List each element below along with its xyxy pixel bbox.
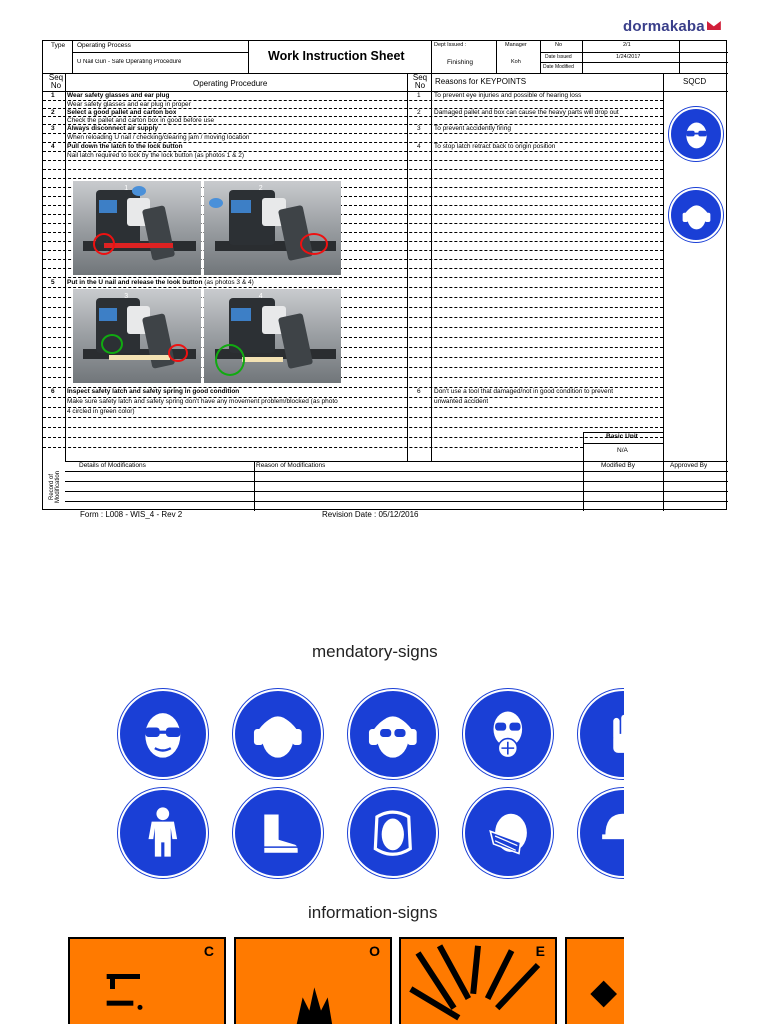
reason-1-no: 1 xyxy=(417,92,421,99)
right-margin-mask-2 xyxy=(624,930,768,1024)
manager-label: Manager xyxy=(505,42,527,48)
photo-1-number: 1 xyxy=(124,184,129,192)
safety-glasses-icon xyxy=(131,702,195,766)
procedure-header: Operating Procedure xyxy=(193,79,268,88)
basic-unit-value: N/A xyxy=(617,447,628,454)
photo-1 xyxy=(73,181,201,275)
reasons-header: Reasons for KEYPOINTS xyxy=(435,77,527,86)
dept-label: Dept Issued : xyxy=(434,42,467,48)
respirator-icon xyxy=(476,702,540,766)
ear-protection-icon xyxy=(678,197,715,234)
sign-respirator xyxy=(463,689,553,779)
reason-seq-header: Seq No xyxy=(412,74,428,90)
sign-safety-glasses xyxy=(118,689,208,779)
sqcd-ear-protection-sign xyxy=(669,188,723,242)
step-3-detail: When reloading U nail / checking/clearing jam / moving location xyxy=(67,134,250,141)
photo-4-number: 4 xyxy=(258,292,263,300)
manager-value: Koh xyxy=(511,59,521,65)
step-2-detail: Check the pallet and carton box in good before use xyxy=(67,117,215,124)
mod-record-label: Record of Modification xyxy=(49,470,62,504)
seq-header: Seq No xyxy=(48,74,64,90)
reason-3-no: 3 xyxy=(417,125,421,132)
sign-explosive xyxy=(399,937,557,1024)
explosive-letter: E xyxy=(535,943,545,959)
sheet-subtitle: U Nail Gun - Safe Operating Procedure xyxy=(77,59,182,65)
approved-by-header: Approved By xyxy=(670,462,708,469)
type-label: Type xyxy=(51,42,66,49)
step-4-no: 4 xyxy=(51,143,55,150)
sign-corrosive xyxy=(68,937,226,1024)
sqcd-safety-glasses-sign xyxy=(669,107,723,161)
sign-face-shield xyxy=(348,788,438,878)
sign-glasses-and-ear-protection xyxy=(348,689,438,779)
brand-logo: dormakaba xyxy=(623,18,721,35)
type-value: Operating Process xyxy=(77,42,131,49)
date-issued-label: Date Issued xyxy=(545,54,572,60)
reason-3-text: To prevent accidently firing xyxy=(434,125,511,132)
corrosive-letter: C xyxy=(203,943,214,959)
explosive-icon xyxy=(403,941,553,1024)
sign-protective-clothing xyxy=(118,788,208,878)
corrosive-icon xyxy=(90,959,190,1024)
step-5-title-line xyxy=(67,279,254,286)
revision-label: Revision Date : 05/12/2016 xyxy=(322,510,419,519)
mask-icon xyxy=(476,801,540,865)
work-instruction-sheet xyxy=(42,40,727,510)
sign-oxidizing xyxy=(234,937,392,1024)
face-shield-icon xyxy=(361,801,425,865)
reason-6-text-2: unwanted accident xyxy=(434,398,489,405)
step-3-title: Always disconnect air supply xyxy=(67,125,159,132)
brand-mark-icon xyxy=(707,21,721,30)
step-3-no: 3 xyxy=(51,125,55,132)
photo-2 xyxy=(204,181,341,275)
photo-3-number: 3 xyxy=(124,292,129,300)
sheet-title: Work Instruction Sheet xyxy=(268,49,405,63)
safety-glasses-icon xyxy=(678,116,715,153)
reason-2-no: 2 xyxy=(417,109,421,116)
mod-record-label-wrap xyxy=(45,465,65,509)
mod-details-header: Details of Modifications xyxy=(79,462,146,469)
information-signs-title: information-signs xyxy=(308,903,438,922)
reason-2-text: Damaged pallet and box can cause the heavy parts will drop out xyxy=(434,109,619,116)
step-4-title: Pull down the latch to the lock button xyxy=(67,143,183,150)
mod-reason-header: Reason of Modifications xyxy=(256,462,326,469)
photo-4 xyxy=(204,289,341,383)
basic-unit-label: Basic Unit xyxy=(606,433,638,440)
mod-by-header: Modified By xyxy=(601,462,635,469)
no-value: 2/1 xyxy=(623,42,631,48)
date-issued-value: 1/24/2017 xyxy=(616,54,641,60)
step-6-title: Inspect safety latch and safety spring in good condition xyxy=(67,388,240,395)
step-5-no: 5 xyxy=(51,279,55,286)
step-1-title: Wear safety glasses and ear plug xyxy=(67,92,170,99)
protective-clothing-icon xyxy=(131,801,195,865)
sqcd-header: SQCD xyxy=(683,77,707,86)
step-1-no: 1 xyxy=(51,92,55,99)
mandatory-signs-title: mendatory-signs xyxy=(312,642,438,661)
no-label: No xyxy=(555,42,563,48)
step-5-title-suffix: (as photos 3 & 4) xyxy=(204,279,254,286)
reason-6-text: Don't use a tool that damaged/not in good condition to prevent xyxy=(434,388,614,395)
step-6-no: 6 xyxy=(51,388,55,395)
step-4-detail: Nail latch required to lock by the lock button (as photos 1 & 2) xyxy=(67,152,245,159)
step-6-detail-2: 4 circled in green color) xyxy=(67,408,135,415)
photo-2-number: 2 xyxy=(258,184,263,192)
reason-1-text: To prevent eye injuries and possible of hearing loss xyxy=(434,92,582,99)
step-5-title: Put in the U nail and release the look button xyxy=(67,279,203,286)
reason-4-no: 4 xyxy=(417,143,421,150)
date-modified-label: Date Modified xyxy=(543,64,574,70)
reason-6-no: 6 xyxy=(417,388,421,395)
reason-4-text: To stop latch retract back to origin position xyxy=(434,143,556,150)
step-2-no: 2 xyxy=(51,109,55,116)
sign-safety-boots xyxy=(233,788,323,878)
glasses-and-ear-protection-icon xyxy=(361,702,425,766)
oxidizing-letter: O xyxy=(369,943,380,959)
oxidizing-icon xyxy=(266,959,366,1024)
photo-3 xyxy=(73,289,201,383)
sign-mask xyxy=(463,788,553,878)
dept-value: Finishing xyxy=(447,59,474,66)
step-6-detail: Make sure safety latch and safety spring don't have any movement problem/blocked (as photo xyxy=(67,398,338,405)
sign-ear-protection xyxy=(233,689,323,779)
step-1-detail: Wear safety glasses and ear plug in proper xyxy=(67,101,191,108)
form-label: Form : L008 - WIS_4 - Rev 2 xyxy=(80,510,183,519)
safety-boots-icon xyxy=(246,801,310,865)
ear-protection-icon xyxy=(246,702,310,766)
step-2-title: Select a good pallet and carton box xyxy=(67,109,177,116)
